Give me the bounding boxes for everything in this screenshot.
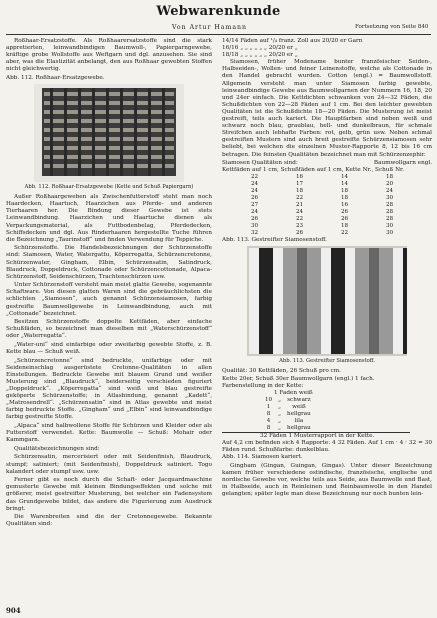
table-cell: 32 [250,230,259,237]
paragraph: Siamosen, früher Modename bunter französischer Seiden-, Halbseiden-, Wollen- und feiner Leinenstoffe, welche als Cottonade in den Handel gebracht wurden. Cotton (engl.) = Baumwollstoff. Allgemein versteht man unter Siamosen farbig gewebte, leinwandbindige Gewebe aus Baumwollgarnen der Nummern 16, 18, 20 und 24er einfach. Die Kettdichten schwanken von 24—32 Fäden, die Schußdichten von 22—28 Fäden auf 1 cm. Bei den leichter gewebten Qualitäten ist die Schußdichte 18—20 Fäden. Die Musterung ist meist gestreift, teils auch kariert. Die Hauptfarben sind neben weiß und schwarz noch blau, graublau, hell- und dunkelbraun, für schmale Streifchen auch lebhafte Farben: rot, gelb, grün usw. Neben schmal gestreiften Mustern sind auch breit gestreifte Schürzensiamosen sehr beliebt, bei welchen die einzelnen Muster-Rapporte 8, 12 bis 16 cm betragen. Die feinsten Qualitäten bezeichnet man mit Schürzenzephir. [222,59,432,158]
table-heading [222,160,432,167]
table-row [232,223,412,230]
quality-line: Qualität: 30 Kettfäden, 26 Schuß pro cm. [222,368,341,375]
fabric-stripe [362,248,369,354]
table-cell: 23 [295,223,304,230]
page-number: 904 [6,606,21,615]
figure-caption: Abb. 113. Gestreifter Siamosenstoff. [279,358,375,365]
fabric-stripe [273,248,283,354]
paragraph: Unter Schürzenstoff versteht man meist glatte Gewebe, sogenannte Schaftware. Von diesen glatten Waren sind die gebräuchlichsten die schlichten „Siamosen“, auch genannt Schürzensiamosen, farbig gestreifte Baumwollgewebe in Leinwandbindung, auch mit „Cottonade“ bezeichnet. [6,282,212,317]
table-cell: „ [278,396,282,403]
fabric-stripe [314,248,321,354]
table-cell: 10 [265,396,273,403]
paragraph: „Alpaca“ sind halbwollene Stoffe für Schürzen und Kleider oder als Futterstoff verwendet. Kette: Baumwolle — Schuß: Mohair oder Kammgarn. [6,423,212,444]
paragraph: „Schürzencretonne“ sind bedruckte, unifarbige oder mit Seideneinschlag ausgerüstete Cretonne-Qualitäten in allen Einstellungen. Bedruckte Gewebe mit blauem Grund und weißer Musterung sind „Blaudruck“, beiderseitig verschieden figuriert „Doppeldruck“. „Köperregatta“ sind weiß und blau gestreifte geköperte Schürzenstoffe; in Atlasbindung, genannt „Kadett“, „Matrosendrell“. „Schürzensatin“ sind in Atlas gewebte und meist farbig bedruckte Stoffe. „Gingham“ und „Elbin“ sind leinwandbindige farbig gestreifte Stoffe. [6,357,212,421]
table-row [232,230,412,237]
paragraph: Außer Roßhaargeweben als Zwischenfutterstoff steht man noch Haardecken, Haartuch, Haarzichen aus Pferde- und anderen Tierhaaren her. Die Bindung dieser Gewebe ist stets Leinwandbindung. Haarzichen und Haartuche dienen als Verpackungsmaterial, als Futtbodenbelag, Pferdedecken, Schiffsdecken und dgl. Aus Rinderhaaren hergestellte Tuche führen die Bezeichnung „Taurinstoff“ und finden Verwendung für Teppiche. [6,194,212,243]
table-cell: 14 [340,174,349,181]
fabric-stripe [338,248,345,354]
fabric-stripe [379,248,386,354]
table-cell: 14 [340,181,349,188]
table-cell: 18 [340,195,349,202]
table-cell: 24 [250,188,259,195]
table-row [262,411,314,418]
table-cell: 22 [250,174,259,181]
paragraph: Schürzenstoffe. Die Handelsbezeichnungen der Schürzenstoffe sind: Siamosen, Water, Watergattu, Köperregatta, Schürzencretonne, Schürzenwater, Gingham, Elbin, Schürzensatin, Satindruck, Blaudruck, Doppeldruck, Cottonade oder Schürzencottonade, Alpaca-Schürzenstoff, Seidenschürzen, Trachtenschürzen usw. [6,245,212,280]
yarn-line: 16/16 „ „ „ „ „ „ 20/20 er „ [222,45,298,52]
paragraph: Qualitätsbezeichnungen sind: [14,445,100,452]
figure-caption: Abb. 112. Roßhaar-Ersatzgewebe (Kette und Schuß Papiergarn) [24,184,194,191]
table-cell: 26 [250,195,259,202]
fabric-stripe [259,248,266,354]
fabric-stripe [345,248,355,354]
left-column [6,38,212,530]
yarn-line: 18/18 „ „ „ „ „ „ 20/20 er „ [222,52,298,59]
paragraph: „Water-uni“ sind einfarbige oder zweifarbig gewebte Stoffe, z. B. Kette blau — Schuß weiß. [6,342,212,356]
table-cell: 22 [340,230,349,237]
quality-line: 1 Faden weiß [274,389,313,396]
figure-label: Abb. 112. Roßhaar-Ersatzgewebe. [6,74,105,81]
table-cell: lila [294,417,304,424]
fabric-stripe [393,248,403,354]
table-cell: 21 [295,202,304,209]
table-row [232,202,412,209]
page-title: Webwarenkunde [156,4,281,19]
table-cell: 26 [340,216,349,223]
table-row [232,209,412,216]
fabric-stripe [331,248,338,354]
quality-table [232,174,412,237]
table-cell: „ [278,410,282,417]
fabric-stripe [283,248,290,354]
table-cell: 30 [385,195,394,202]
table-cell: 1 [266,403,271,410]
table-row [232,195,412,202]
table-cell: 4 [266,417,271,424]
table-cell: 8 [266,410,271,417]
table-cell: hellgrau [287,424,311,431]
table-cell: 24 [250,181,259,188]
table-cell: 24 [385,188,394,195]
table-cell: 28 [385,216,394,223]
paragraph: Die Warenbreiten sind die der Cretonnegewebe. Bekannte Qualitäten sind: [6,514,212,528]
continuation-note: Fortsetzung von Seite 840 [355,24,429,30]
header-divider [6,34,431,35]
table-cell: 27 [250,202,259,209]
table-cell: 28 [385,209,394,216]
color-table [262,397,314,432]
fabric-stripe [369,248,379,354]
table-heading-left: Siamosen Qualitäten sind: [222,160,298,167]
table-cell: 30 [250,223,259,230]
table-cell: hellgrau [287,410,311,417]
table-cell: „ [278,424,282,431]
fabric-stripe [307,248,314,354]
table-row [262,425,314,432]
figure-label: Abb. 114. Siamosen kariert. [222,454,303,461]
table-cell: 18 [340,223,349,230]
table-cell: weiß [292,403,306,410]
fabric-stripe [355,248,362,354]
table-cell: 8 [266,424,271,431]
quality-line: Auf 4,2 cm befinden sich 4 Rapporte: 4 32 Fäden. Auf 1 cm · 4 · 32 = 30 Fäden rund. Schußfarbe: dunkelblau. [222,439,432,454]
table-cell: 24 [250,209,259,216]
table-cell: 28 [385,202,394,209]
author-byline: Von Artur Hamann [172,24,248,31]
table-row [232,188,412,195]
table-row [232,174,412,181]
paragraph: Schürzensatin, mercerisiert oder mit Seidenfinish, Blaudruck, stumpf; satiniert; (mit Seidenfinish), Doppeldruck satiniert. Togo kalandert oder stumpf usw. usw. [6,454,212,475]
figure-label: Abb. 113. Gestreifter Siamosenstoff. [222,237,327,244]
right-column [222,38,432,500]
table-heading-right: Baumwollgarn engl. [373,160,432,167]
table-cell: 18 [340,188,349,195]
quality-line: Kette 20er, Schuß 30er Baumwollgarn (engl.) 1 fach. [222,375,375,382]
table-cell: 16 [295,174,304,181]
table-row [262,397,314,404]
table-cell: 30 [385,230,394,237]
fabric-stripe [249,248,259,354]
table-cell: 30 [385,223,394,230]
table-cell: schwarz [287,396,311,403]
table-subheading: Kettfäden auf 1 cm, Schußfäden auf 1 cm, Kette Nr., Schuß Nr. [222,167,404,174]
quality-line: Farbenstellung in der Kette: [222,382,304,389]
table-cell: 26 [250,216,259,223]
fabric-stripe [290,248,297,354]
striped-fabric-image [247,246,407,356]
table-cell: 18 [295,188,304,195]
quality-line: 32 Fäden 1 Musterrapport in der Kette. [222,432,410,440]
paragraph: Roßhaar-Ersatzstoffe. Als Roßhaarersatzstoffe sind die stark appretierten, leinwandbindigen Baumwoll-, Papiergarngewebe, kräftige grobe Wollstoffe aus Weftgarn und dgl. anzusehen. Sie sind aber, was die Elastizität anbelangt, den aus Roßhaar gewebten Stoffen nicht gleichwertig. [6,38,212,73]
figure-113-image [247,246,407,356]
fabric-stripe [297,248,307,354]
table-row [262,404,314,411]
table-cell: 16 [340,202,349,209]
table-row [232,216,412,223]
table-cell: 26 [295,230,304,237]
table-cell: 20 [385,181,394,188]
fabric-stripe [266,248,273,354]
yarn-line: 14/14 Fäden auf ¹/₄ franz. Zoll aus 20/20 er Garn [222,38,363,44]
woven-texture-image [34,84,184,182]
fabric-stripe [321,248,331,354]
table-cell: 17 [295,181,304,188]
table-cell: 22 [295,195,304,202]
fabric-stripe [386,248,393,354]
table-row [262,418,314,425]
table-row [232,181,412,188]
paragraph: Gingham (Gingan, Guingan, Gingas). Unter dieser Bezeichnung kamen früher verschiedene ostindische, französische, englische und nordische Gewebe vor, welche teils aus Seide, aus Baumwolle und Bast, in Halbseide, auch in Reinleinen und Reinbaumwolle in den Handel gelangten; später legte man diese Bezeichnung nur noch bunten lein- [222,462,432,498]
table-cell: 18 [385,174,394,181]
fabric-stripe [403,248,407,354]
table-cell: 24 [295,209,304,216]
table-cell: „ [278,417,282,424]
table-cell: 22 [295,216,304,223]
table-cell: 26 [340,209,349,216]
figure-112-image [34,84,184,182]
paragraph: Ferner gibt es noch durch die Schaft- oder Jacquardmaschine gemusterte Gewebe mit kleinen Bindungseffekten und solche mit größerer, meist gestreifter Musterung, bei welcher ein Fadensystem das Grundgewebe bildet, das andere die Figurierung zum Ausdruck bringt. [6,477,212,512]
paragraph: Besitzen Schürzenstoffe doppelte Kettfäden, aber einfache Schußfäden, so bezeichnet man dieselben mit „Waterschürzenstoff“ oder „Waterregatta“. [6,319,212,340]
table-cell: „ [278,403,282,410]
